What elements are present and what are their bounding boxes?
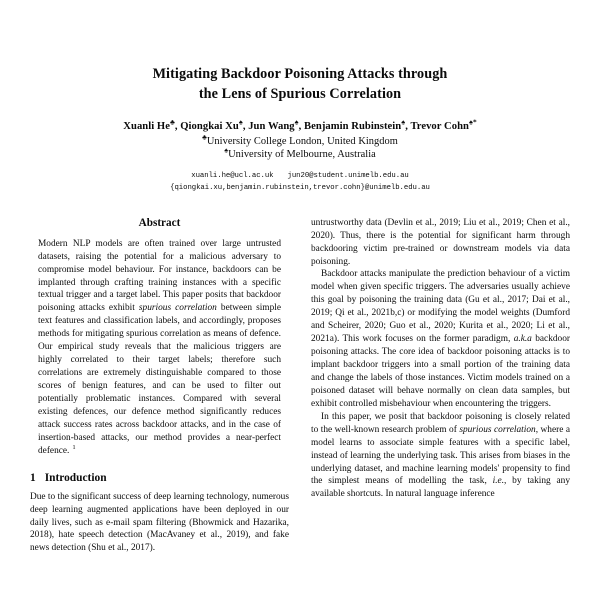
right-p2-italic: a.k.a xyxy=(513,334,532,345)
right-p3-italic-2: i.e. xyxy=(492,476,505,487)
section-heading-introduction xyxy=(30,472,289,484)
right-p2-text-1: Backdoor attacks manipulate the prediction behaviour of a victim model when given specific triggers. The adversaries usually achieve this goal by poisoning the training data (Gu et al., 2017; Dai et al., 2019; Qi et al., 2021b,c) or modifying the model weights (Dumford and Scheirer, 2020; Guo et al., 2020; Kurita et al., 2020; Li et al., 2021a). This work focuses on the former paradigm, xyxy=(311,269,570,345)
right-column xyxy=(311,217,570,502)
abstract-heading: Abstract xyxy=(138,216,181,229)
author-list xyxy=(30,117,570,162)
page-title xyxy=(30,64,570,104)
intro-paragraph-1: Due to the significant success of deep learning technology, numerous deep learning augmented applications have been deployed in our daily lives, such as e-mail spam filtering (Bhowmick and Hazarika, 2018), hate speech detection (MacAvaney et al., 2019), and fake news detection (Shu et al., 2017). xyxy=(30,491,289,554)
right-paragraph-2 xyxy=(311,268,570,410)
right-p3-italic-1: spurious correlation xyxy=(459,424,536,435)
affiliation-2: ♠University of Melbourne, Australia xyxy=(224,146,376,161)
author-names: Xuanli He♣, Qiongkai Xu♠, Jun Wang♠, Benjamin Rubinstein♠, Trevor Cohn♠* xyxy=(123,117,477,133)
abstract-text-1: Modern NLP models are often trained over large untrusted datasets, raising the potential for a malicious adversary to compromise model behaviour. For instance, backdoors can be implanted through crafting training instances with a specific textual trigger and a target label. This paper posits that backdoor poisoning attacks exhibit xyxy=(38,238,281,314)
email-line-1 xyxy=(30,171,570,183)
affiliation-1: ♣University College London, United Kingdom xyxy=(202,133,398,147)
footnote-marker: 1 xyxy=(72,443,76,451)
section-title: Introduction xyxy=(44,471,107,484)
abstract-text-2: between simple text features and classification labels, and accordingly, proposes methods for mitigating spurious correlation as means of defence. Our empirical study reveals that the malicious triggers are highly correlated to their target labels; therefore such correlations are extremely distinguishable compared to those scores of benign features, and can be used to filter out potentially problematic instances. Compared with several existing defences, our defence method significantly reduces attack success rates across backdoor attacks, and in the case of insertion-based attacks, our method provides a near-perfect defence. xyxy=(38,303,281,456)
email-line-2[interactable]: {qiongkai.xu,benjamin.rubinstein,trevor.cohn}@unimelb.edu.au xyxy=(170,183,430,192)
right-paragraph-continued: untrustworthy data (Devlin et al., 2019; Liu et al., 2019; Chen et al., 2020). Thus, there is the potential for significant harm through backdooring victim pre-trained or downstream models via data poisoning. xyxy=(311,217,570,267)
body-columns xyxy=(30,217,570,556)
email-block xyxy=(30,171,570,195)
email-jun[interactable]: jun20@student.unimelb.edu.au xyxy=(287,172,409,181)
right-p3-text-1: In this paper, we posit that backdoor poisoning is closely related to the well-known research problem of xyxy=(311,411,570,435)
right-p3-text-2: , where a model learns to associate simple features with a specific label, instead of learning the underlying task. This arises from biases in the underlying dataset, and machine learning models' propensity to find the simplest means of modelling the task, xyxy=(311,424,570,487)
right-p3-text-3: , by taking any available shortcuts. In natural language inference xyxy=(311,476,570,500)
right-paragraph-3 xyxy=(311,411,570,502)
abstract-body xyxy=(30,238,289,458)
title-block xyxy=(30,0,570,195)
email-xuanli[interactable]: xuanli.he@ucl.ac.uk xyxy=(191,172,274,181)
abstract-italic-1: spurious correlation xyxy=(138,303,217,314)
left-column xyxy=(30,217,289,556)
abstract-paragraph xyxy=(38,238,281,458)
title-line-2: the Lens of Spurious Correlation xyxy=(198,86,402,103)
section-number: 1 xyxy=(30,471,36,484)
right-p2-text-2: backdoor poisoning attacks. The core idea of backdoor poisoning attacks is to implant backdoor triggers into a small portion of the training data and change the labels of those instances. Victim models trained on a poisoned dataset will behave normally on clean data samples, but exhibit controlled misbehaviour when encountering the triggers. xyxy=(311,334,570,409)
title-line-1: Mitigating Backdoor Poisoning Attacks through xyxy=(152,66,448,82)
